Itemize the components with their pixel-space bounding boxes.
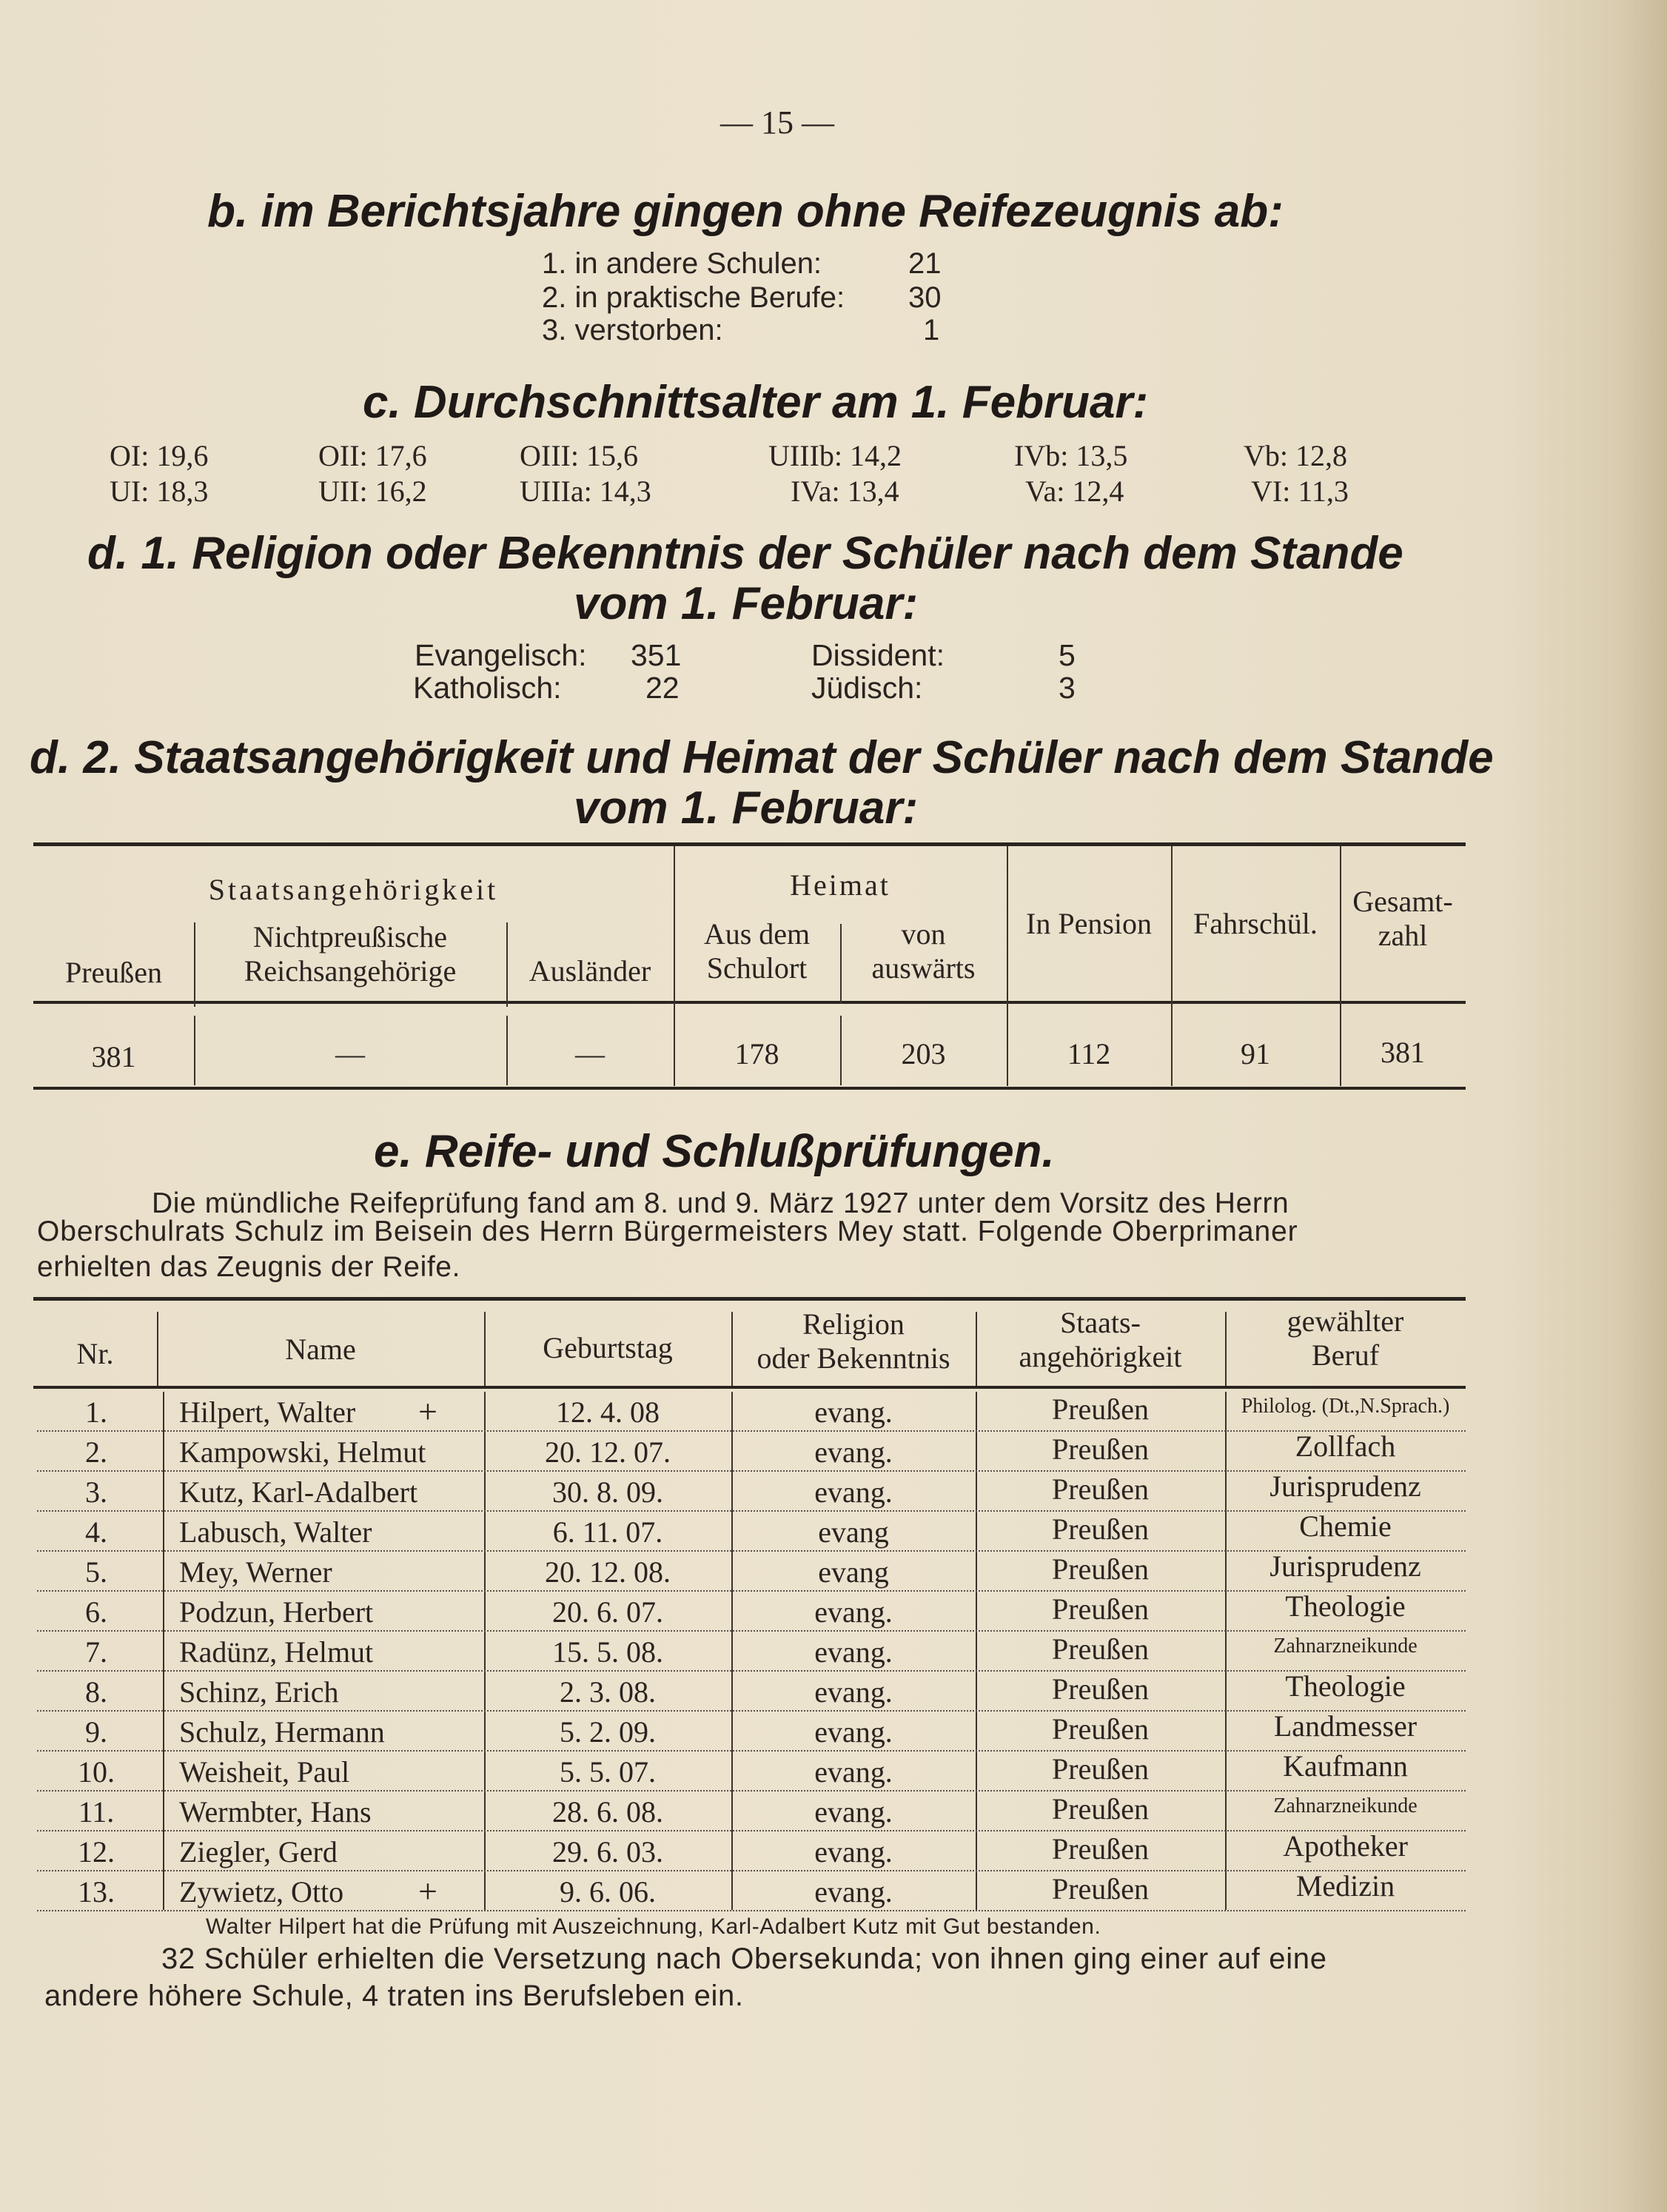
row-geburtstag: 15. 5. 08.: [552, 1635, 663, 1669]
row-name: Weisheit, Paul: [179, 1755, 350, 1789]
row-religion: evang.: [814, 1435, 893, 1469]
section-b-label-1: 1. in andere Schulen:: [542, 247, 822, 280]
row-nr: 8.: [85, 1675, 107, 1709]
row-beruf: Jurisprudenz: [1269, 1469, 1421, 1503]
row-beruf: Apotheker: [1283, 1829, 1408, 1863]
table1-bottom-rule: [33, 1087, 1466, 1090]
row-geburtstag: 6. 11. 07.: [552, 1515, 663, 1549]
row-staat: Preußen: [1051, 1752, 1150, 1786]
row-religion: evang: [818, 1555, 889, 1589]
age-uiiib: UIIIb: 14,2: [768, 439, 902, 472]
table1-value-fahrschueler: 91: [1241, 1037, 1270, 1070]
row-beruf: Jurisprudenz: [1269, 1549, 1421, 1583]
section-d2-heading-line2: vom 1. Februar:: [574, 782, 919, 834]
table1-value-pension: 112: [1067, 1037, 1111, 1070]
row-religion: evang.: [814, 1675, 893, 1709]
section-e-closing-line2: andere höhere Schule, 4 traten ins Berufsleben ein.: [44, 1980, 744, 2012]
section-e-footnote: Walter Hilpert hat die Prüfung mit Auszeichnung, Karl-Adalbert Kutz mit Gut bestanden.: [206, 1914, 1101, 1939]
row-nr: 2.: [85, 1435, 107, 1469]
row-religion: evang.: [814, 1475, 893, 1509]
table1-col-gesamt-2: zahl: [1378, 919, 1428, 952]
table1-value-auslaender: —: [575, 1037, 605, 1070]
table1-col-schulort-2: Schulort: [706, 951, 808, 985]
age-oi: OI: 19,6: [110, 439, 209, 472]
section-d2-heading-line1: d. 2. Staatsangehörigkeit und Heimat der Schüler nach dem Stande: [30, 732, 1494, 783]
section-e-intro-line2: Oberschulrats Schulz im Beisein des Herrn Bürgermeisters Mey statt. Folgende Oberprimaner: [37, 1216, 1298, 1247]
table2-header-name: Name: [285, 1333, 356, 1366]
table2-header-beruf-2: Beruf: [1311, 1338, 1380, 1372]
row-name: Kampowski, Helmut: [179, 1435, 426, 1469]
table1-col-gesamt-1: Gesamt-: [1352, 885, 1453, 918]
row-nr: 5.: [85, 1555, 107, 1589]
row-name: Radünz, Helmut: [179, 1635, 374, 1669]
row-name: Hilpert, Walter: [179, 1395, 356, 1429]
row-religion: evang.: [814, 1795, 893, 1829]
row-beruf: Philolog. (Dt.,N.Sprach.): [1241, 1395, 1450, 1418]
row-nr: 9.: [85, 1715, 107, 1749]
table2-header-nr: Nr.: [76, 1337, 114, 1370]
table1-col-auslaender: Ausländer: [529, 954, 651, 988]
row-name: Schinz, Erich: [179, 1675, 339, 1709]
row-staat: Preußen: [1051, 1712, 1150, 1746]
section-b-item-2: [542, 281, 942, 315]
row-separator: [37, 1630, 1466, 1632]
d1-evangelisch-label: Evangelisch:: [415, 638, 587, 672]
section-b-label-2: 2. in praktische Berufe:: [542, 281, 845, 314]
row-separator: [37, 1910, 1466, 1911]
age-vb: Vb: 12,8: [1244, 439, 1347, 472]
row-name: Kutz, Karl-Adalbert: [179, 1475, 418, 1509]
row-staat: Preußen: [1051, 1392, 1150, 1426]
section-d1-heading-line1: d. 1. Religion oder Bekenntnis der Schüler nach dem Stande: [87, 528, 1403, 579]
row-name: Zywietz, Otto: [179, 1875, 344, 1908]
row-religion: evang.: [814, 1395, 893, 1429]
section-e-closing-line1: 32 Schüler erhielten die Versetzung nach Obersekunda; von ihnen ging einer auf eine: [161, 1943, 1327, 1975]
age-oii: OII: 17,6: [318, 439, 427, 472]
section-b-label-3: 3. verstorben:: [542, 314, 723, 346]
section-e-intro-line3: erhielten das Zeugnis der Reife.: [37, 1251, 461, 1283]
row-geburtstag: 5. 2. 09.: [560, 1715, 656, 1749]
row-nr: 4.: [85, 1515, 107, 1549]
d1-dissident-value: 5: [1059, 638, 1076, 672]
section-e-heading: e. Reife- und Schlußprüfungen.: [374, 1126, 1055, 1177]
table1-col-nichtpreussische-1: Nichtpreußische: [252, 920, 448, 953]
section-e-intro-line1: Die mündliche Reifeprüfung fand am 8. und 9. März 1927 unter dem Vorsitz des Herrn: [152, 1187, 1289, 1219]
table1-col-nichtpreussische-2: Reichsangehörige: [244, 954, 457, 988]
table1-value-schulort: 178: [734, 1037, 779, 1070]
table2-divider: [163, 1392, 164, 1910]
row-geburtstag: 9. 6. 06.: [560, 1875, 656, 1908]
row-staat: Preußen: [1051, 1592, 1150, 1626]
row-geburtstag: 20. 6. 07.: [552, 1595, 663, 1629]
table2-header-beruf-1: gewählter: [1287, 1304, 1404, 1338]
d1-katholisch-value: 22: [645, 671, 680, 705]
row-separator: [37, 1790, 1466, 1792]
row-beruf: Kaufmann: [1283, 1749, 1408, 1783]
row-staat: Preußen: [1051, 1792, 1150, 1826]
page-number: — 15 —: [720, 104, 834, 141]
age-ivb: IVb: 13,5: [1014, 439, 1128, 472]
section-b-value-2: 30: [908, 281, 942, 314]
row-name: Schulz, Hermann: [179, 1715, 385, 1749]
row-beruf: Chemie: [1299, 1509, 1392, 1543]
table2-header-religion-1: Religion: [802, 1307, 905, 1341]
row-name: Podzun, Herbert: [179, 1595, 374, 1629]
row-name: Wermbter, Hans: [179, 1795, 372, 1829]
row-nr: 11.: [78, 1795, 115, 1829]
row-beruf: Medizin: [1295, 1869, 1395, 1903]
section-d1-heading-line2: vom 1. Februar:: [574, 578, 919, 629]
row-staat: Preußen: [1051, 1432, 1150, 1466]
d1-juedisch-value: 3: [1059, 671, 1076, 705]
row-religion: evang.: [814, 1715, 893, 1749]
row-religion: evang.: [814, 1835, 893, 1869]
row-religion: evang: [818, 1515, 889, 1549]
row-geburtstag: 20. 12. 07.: [545, 1435, 671, 1469]
table1-group-heimat: Heimat: [790, 868, 890, 902]
d1-evangelisch-value: 351: [631, 638, 682, 672]
row-staat: Preußen: [1051, 1632, 1150, 1666]
table1-col-auswaerts-1: von: [901, 917, 946, 951]
row-geburtstag: 29. 6. 03.: [552, 1835, 663, 1869]
row-beruf: Landmesser: [1273, 1709, 1418, 1743]
table2-header-staat-1: Staats-: [1060, 1306, 1141, 1339]
row-name: Mey, Werner: [179, 1555, 332, 1589]
d1-katholisch-label: Katholisch:: [413, 671, 562, 705]
d1-dissident-label: Dissident:: [811, 638, 945, 672]
row-nr: 6.: [85, 1595, 107, 1629]
row-beruf: Theologie: [1285, 1589, 1406, 1623]
row-religion: evang.: [814, 1635, 893, 1669]
row-staat: Preußen: [1051, 1672, 1150, 1706]
table1-col-preussen: Preußen: [64, 956, 163, 989]
section-b-heading: b. im Berichtsjahre gingen ohne Reifezeugnis ab:: [207, 186, 1284, 237]
table1-value-nichtpreussische: —: [335, 1037, 365, 1070]
age-vi: VI: 11,3: [1251, 475, 1349, 508]
row-geburtstag: 2. 3. 08.: [560, 1675, 656, 1709]
row-beruf: Zahnarzneikunde: [1273, 1794, 1418, 1817]
row-beruf: Theologie: [1285, 1669, 1406, 1703]
row-nr: 12.: [78, 1835, 115, 1869]
age-va: Va: 12,4: [1025, 475, 1124, 508]
row-religion: evang.: [814, 1755, 893, 1789]
row-staat: Preußen: [1051, 1872, 1150, 1906]
row-staat: Preußen: [1051, 1472, 1150, 1506]
row-name: Ziegler, Gerd: [179, 1835, 338, 1869]
table1-col-schulort-1: Aus dem: [703, 917, 811, 951]
table2-header-staat-2: angehörigkeit: [1019, 1340, 1182, 1373]
row-geburtstag: 30. 8. 09.: [552, 1475, 663, 1509]
table2-top-rule: [33, 1297, 1466, 1301]
section-b-value-1: 21: [908, 247, 942, 280]
row-religion: evang.: [814, 1875, 893, 1908]
row-geburtstag: 28. 6. 08.: [552, 1795, 663, 1829]
section-b-value-3: 1: [923, 314, 940, 346]
row-staat: Preußen: [1051, 1552, 1150, 1586]
table1-top-rule: [33, 842, 1466, 846]
row-religion: evang.: [814, 1595, 893, 1629]
row-nr: 1.: [85, 1395, 107, 1429]
row-nr: 10.: [78, 1755, 115, 1789]
age-uiiia: UIIIa: 14,3: [520, 475, 651, 508]
row-nr: 13.: [78, 1875, 115, 1908]
table1-col-fahrschueler: Fahrschül.: [1193, 907, 1318, 940]
table2-header-geburtstag: Geburtstag: [543, 1331, 673, 1364]
age-ui: UI: 18,3: [110, 475, 209, 508]
section-b-item-3: [542, 314, 940, 347]
age-oiii: OIII: 15,6: [520, 439, 638, 472]
row-staat: Preußen: [1051, 1832, 1150, 1866]
row-geburtstag: 20. 12. 08.: [545, 1555, 671, 1589]
row-mark: +: [418, 1872, 437, 1910]
table1-value-preussen: 381: [91, 1040, 136, 1073]
table1-group-staat: Staatsangehörigkeit: [208, 873, 499, 906]
row-nr: 7.: [85, 1635, 107, 1669]
row-beruf: Zahnarzneikunde: [1273, 1635, 1418, 1658]
table1-col-auswaerts-2: auswärts: [871, 951, 976, 985]
row-staat: Preußen: [1051, 1512, 1150, 1546]
row-beruf: Zollfach: [1295, 1430, 1396, 1463]
age-uii: UII: 16,2: [318, 475, 427, 508]
row-name: Labusch, Walter: [179, 1515, 372, 1549]
table1-header-rule: [33, 1001, 1466, 1004]
section-c-heading: c. Durchschnittsalter am 1. Februar:: [363, 377, 1149, 428]
row-nr: 3.: [85, 1475, 107, 1509]
row-geburtstag: 5. 5. 07.: [560, 1755, 656, 1789]
table2-header-religion-2: oder Bekenntnis: [757, 1341, 950, 1375]
section-b-item-1: [542, 247, 942, 281]
table1-col-pension: In Pension: [1026, 907, 1152, 940]
d1-juedisch-label: Jüdisch:: [811, 671, 923, 705]
table1-value-auswaerts: 203: [901, 1037, 946, 1070]
table2-header-rule: [33, 1386, 1466, 1389]
row-mark: +: [418, 1392, 437, 1430]
age-iva: IVa: 13,4: [791, 475, 899, 508]
table1-value-gesamt: 381: [1381, 1036, 1425, 1069]
row-geburtstag: 12. 4. 08: [556, 1395, 660, 1429]
